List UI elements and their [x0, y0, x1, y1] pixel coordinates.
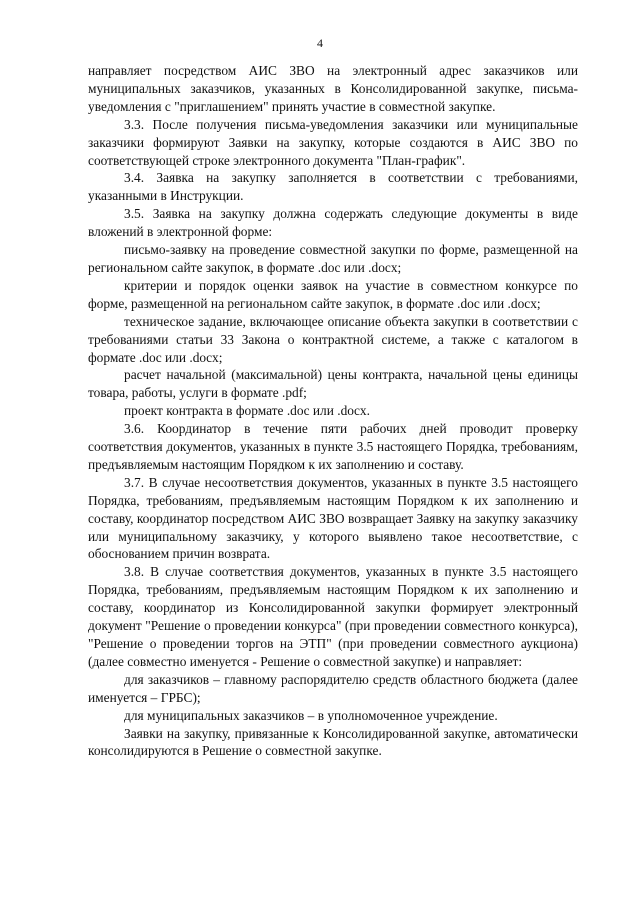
paragraph-3-6: 3.6. Координатор в течение пяти рабочих дней проводит проверку соответствия документов, указанных в пункте 3.5 настоящего Порядка, требованиям, предъявляемым настоящим Порядком к их заполнению и составу.: [88, 421, 578, 472]
paragraph-3-4: 3.4. Заявка на закупку заполняется в соответствии с требованиями, указанными в Инструкции.: [88, 170, 578, 204]
list-item-evaluation-criteria: критерии и порядок оценки заявок на участие в совместном конкурсе по форме, размещенной на региональном сайте закупок, в формате .doc или .docx;: [88, 277, 578, 311]
list-item-contract-draft: проект контракта в формате .doc или .docx.: [124, 403, 370, 419]
paragraph-3-5: 3.5. Заявка на закупку должна содержать следующие документы в виде вложений в электронной форме:: [88, 206, 578, 240]
list-item-application-letter: письмо-заявку на проведение совместной закупки по форме, размещенной на региональном сайте закупок, в формате .doc или .docx;: [88, 242, 578, 275]
list-item-price-calculation: расчет начальной (максимальной) цены контракта, начальной цены единицы товара, работы, услуги в формате .pdf;: [88, 367, 578, 401]
list-item-customers: для заказчиков – главному распорядителю средств областного бюджета (далее именуется – ГРБС);: [88, 671, 578, 705]
paragraph-continuation: направляет посредством АИС ЗВО на электронный адрес заказчиков или муниципальных заказчиков, указанных в Консолидированной закупке, письма-уведомления с "приглашением" принять участие в совместной закупке.: [88, 63, 578, 114]
paragraph-3-7: 3.7. В случае несоответствия документов, указанных в пункте 3.5 настоящего Порядка, требованиям, предъявляемым настоящим Порядком к их заполнению и составу, координатор посредством АИС ЗВО возвращает Заявку на закупку заказчику или муниципальному заказчику, у которого выявлено такое несоответствие, с обоснованием причин возврата.: [88, 474, 578, 562]
list-item-technical-task: техническое задание, включающее описание объекта закупки в соответствии с требованиями статьи 33 Закона о контрактной системе, а также с каталогом в формате .doc или .docx;: [88, 313, 578, 365]
paragraph-3-3: 3.3. После получения письма-уведомления заказчики или муниципальные заказчики формируют Заявки на закупку, которые создаются в АИС ЗВО по соответствующей строке электронного документа "План-график".: [88, 116, 578, 168]
paragraph-consolidation: Заявки на закупку, привязанные к Консолидированной закупке, автоматически консолидируются в Решение о совместной закупке.: [88, 725, 578, 759]
page-number: 4: [317, 36, 323, 50]
list-item-municipal-customers: для муниципальных заказчиков – в уполномоченное учреждение.: [124, 707, 498, 723]
paragraph-3-8: 3.8. В случае соответствия документов, указанных в пункте 3.5 настоящего Порядка, требованиям, предъявляемым настоящим Порядком к их заполнению и составу, координатор из Консолидированной закупки формирует электронный документ "Решение о проведении конкурса" (при проведении совместного конкурса), "Решение о проведении торгов на ЭТП" (при проведении совместного аукциона) (далее совместно именуется - Решение о совместной закупке) и направляет:: [88, 564, 578, 669]
document-body: [88, 62, 578, 760]
